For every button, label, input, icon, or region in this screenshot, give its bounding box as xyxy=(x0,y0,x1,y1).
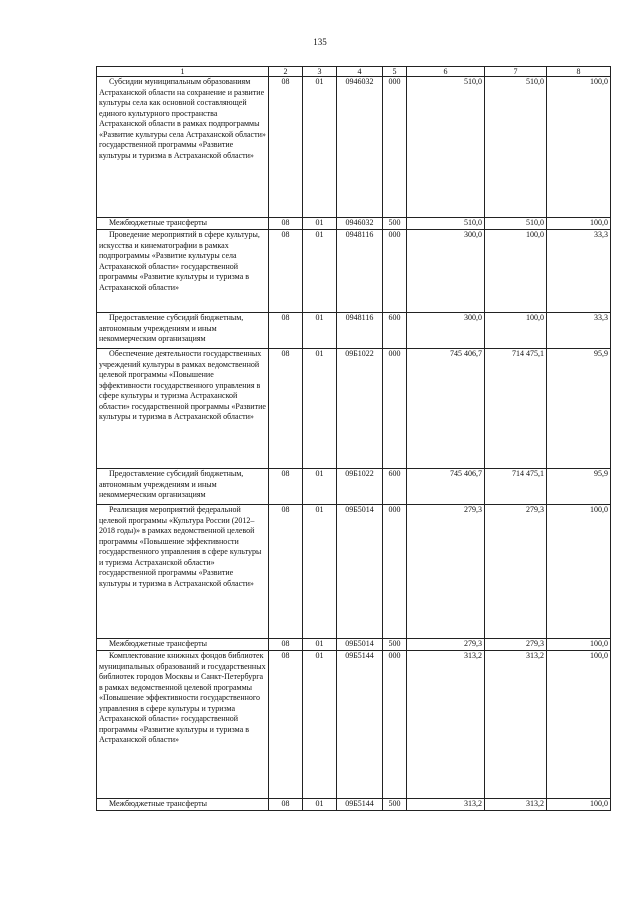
target-article: 09Б1022 xyxy=(337,469,383,505)
actual-amount: 313,2 xyxy=(485,799,547,811)
actual-amount: 279,3 xyxy=(485,639,547,651)
subsection-code: 01 xyxy=(303,639,337,651)
header-cell: 6 xyxy=(407,67,485,77)
target-article: 0948116 xyxy=(337,230,383,313)
planned-amount: 510,0 xyxy=(407,218,485,230)
header-cell: 1 xyxy=(97,67,269,77)
target-article: 09Б5014 xyxy=(337,505,383,639)
subsection-code: 01 xyxy=(303,349,337,469)
table-row xyxy=(97,218,611,230)
expense-type: 500 xyxy=(383,218,407,230)
execution-percent: 100,0 xyxy=(547,505,611,639)
expense-name: Субсидии муниципальным образованиям Астраханской области на сохранение и развитие культуры села как основной составляющей единого культурного пространства Астраханской области в рамках подпрограммы «Развитие культуры села Астраханской области» государственной программы «Развитие культуры и туризма в Астраханской области» xyxy=(97,77,269,218)
actual-amount: 279,3 xyxy=(485,505,547,639)
expense-type: 000 xyxy=(383,230,407,313)
expense-name: Предоставление субсидий бюджетным, автономным учреждениям и иным некоммерческим организациям xyxy=(97,469,269,505)
target-article: 09Б1022 xyxy=(337,349,383,469)
execution-percent: 100,0 xyxy=(547,799,611,811)
section-code: 08 xyxy=(269,799,303,811)
planned-amount: 745 406,7 xyxy=(407,349,485,469)
expense-type: 600 xyxy=(383,313,407,349)
header-row xyxy=(97,67,611,77)
table-row xyxy=(97,651,611,799)
table-row xyxy=(97,799,611,811)
header-cell: 7 xyxy=(485,67,547,77)
header-cell: 4 xyxy=(337,67,383,77)
expense-name: Предоставление субсидий бюджетным, автономным учреждениям и иным некоммерческим организациям xyxy=(97,313,269,349)
planned-amount: 313,2 xyxy=(407,799,485,811)
actual-amount: 510,0 xyxy=(485,218,547,230)
budget-table xyxy=(96,66,611,811)
expense-name: Комплектование книжных фондов библиотек муниципальных образований и государственных библиотек городов Москвы и Санкт-Петербурга в рамках ведомственной целевой программы «Повышение эффективности государственного управления в сфере культуры и туризма Астраханской области» государственной программы «Развитие культуры и туризма в Астраханской области» xyxy=(97,651,269,799)
subsection-code: 01 xyxy=(303,505,337,639)
expense-name: Межбюджетные трансферты xyxy=(97,218,269,230)
table-row xyxy=(97,469,611,505)
planned-amount: 279,3 xyxy=(407,505,485,639)
actual-amount: 714 475,1 xyxy=(485,349,547,469)
execution-percent: 100,0 xyxy=(547,218,611,230)
table-row xyxy=(97,77,611,218)
planned-amount: 745 406,7 xyxy=(407,469,485,505)
target-article: 09Б5144 xyxy=(337,799,383,811)
expense-name: Межбюджетные трансферты xyxy=(97,639,269,651)
expense-type: 500 xyxy=(383,799,407,811)
actual-amount: 100,0 xyxy=(485,313,547,349)
section-code: 08 xyxy=(269,651,303,799)
execution-percent: 33,3 xyxy=(547,313,611,349)
expense-type: 000 xyxy=(383,77,407,218)
header-cell: 5 xyxy=(383,67,407,77)
header-cell: 3 xyxy=(303,67,337,77)
table-row xyxy=(97,349,611,469)
execution-percent: 100,0 xyxy=(547,639,611,651)
execution-percent: 33,3 xyxy=(547,230,611,313)
planned-amount: 300,0 xyxy=(407,313,485,349)
section-code: 08 xyxy=(269,505,303,639)
section-code: 08 xyxy=(269,639,303,651)
section-code: 08 xyxy=(269,77,303,218)
expense-type: 500 xyxy=(383,639,407,651)
planned-amount: 510,0 xyxy=(407,77,485,218)
planned-amount: 279,3 xyxy=(407,639,485,651)
expense-type: 600 xyxy=(383,469,407,505)
expense-type: 000 xyxy=(383,651,407,799)
subsection-code: 01 xyxy=(303,77,337,218)
expense-name: Межбюджетные трансферты xyxy=(97,799,269,811)
actual-amount: 313,2 xyxy=(485,651,547,799)
section-code: 08 xyxy=(269,349,303,469)
expense-type: 000 xyxy=(383,349,407,469)
subsection-code: 01 xyxy=(303,469,337,505)
target-article: 0946032 xyxy=(337,77,383,218)
execution-percent: 100,0 xyxy=(547,651,611,799)
section-code: 08 xyxy=(269,218,303,230)
section-code: 08 xyxy=(269,230,303,313)
header-cell: 2 xyxy=(269,67,303,77)
page-number: 135 xyxy=(313,37,327,47)
actual-amount: 510,0 xyxy=(485,77,547,218)
actual-amount: 100,0 xyxy=(485,230,547,313)
execution-percent: 95,9 xyxy=(547,469,611,505)
table-row xyxy=(97,230,611,313)
expense-name: Реализация мероприятий федеральной целевой программы «Культура России (2012–2018 годы)» в рамках ведомственной целевой программы «Повышение эффективности государственного управления в сфере культуры и туризма Астраханской области» государственной программы «Развитие культуры и туризма в Астраханской области» xyxy=(97,505,269,639)
target-article: 09Б5014 xyxy=(337,639,383,651)
expense-name: Проведение мероприятий в сфере культуры, искусства и кинематографии в рамках подпрограммы «Развитие культуры села Астраханской области» государственной программы «Развитие культуры и туризма в Астраханской области» xyxy=(97,230,269,313)
subsection-code: 01 xyxy=(303,230,337,313)
header-cell: 8 xyxy=(547,67,611,77)
section-code: 08 xyxy=(269,313,303,349)
section-code: 08 xyxy=(269,469,303,505)
subsection-code: 01 xyxy=(303,218,337,230)
subsection-code: 01 xyxy=(303,313,337,349)
actual-amount: 714 475,1 xyxy=(485,469,547,505)
planned-amount: 300,0 xyxy=(407,230,485,313)
subsection-code: 01 xyxy=(303,651,337,799)
target-article: 0948116 xyxy=(337,313,383,349)
table-row xyxy=(97,639,611,651)
expense-name: Обеспечение деятельности государственных учреждений культуры в рамках ведомственной целевой программы «Повышение эффективности государственного управления в сфере культуры и туризма Астраханской области» государственной программы «Развитие культуры и туризма в Астраханской области» xyxy=(97,349,269,469)
target-article: 09Б5144 xyxy=(337,651,383,799)
planned-amount: 313,2 xyxy=(407,651,485,799)
execution-percent: 100,0 xyxy=(547,77,611,218)
table-row xyxy=(97,313,611,349)
subsection-code: 01 xyxy=(303,799,337,811)
execution-percent: 95,9 xyxy=(547,349,611,469)
table-row xyxy=(97,505,611,639)
expense-type: 000 xyxy=(383,505,407,639)
target-article: 0946032 xyxy=(337,218,383,230)
